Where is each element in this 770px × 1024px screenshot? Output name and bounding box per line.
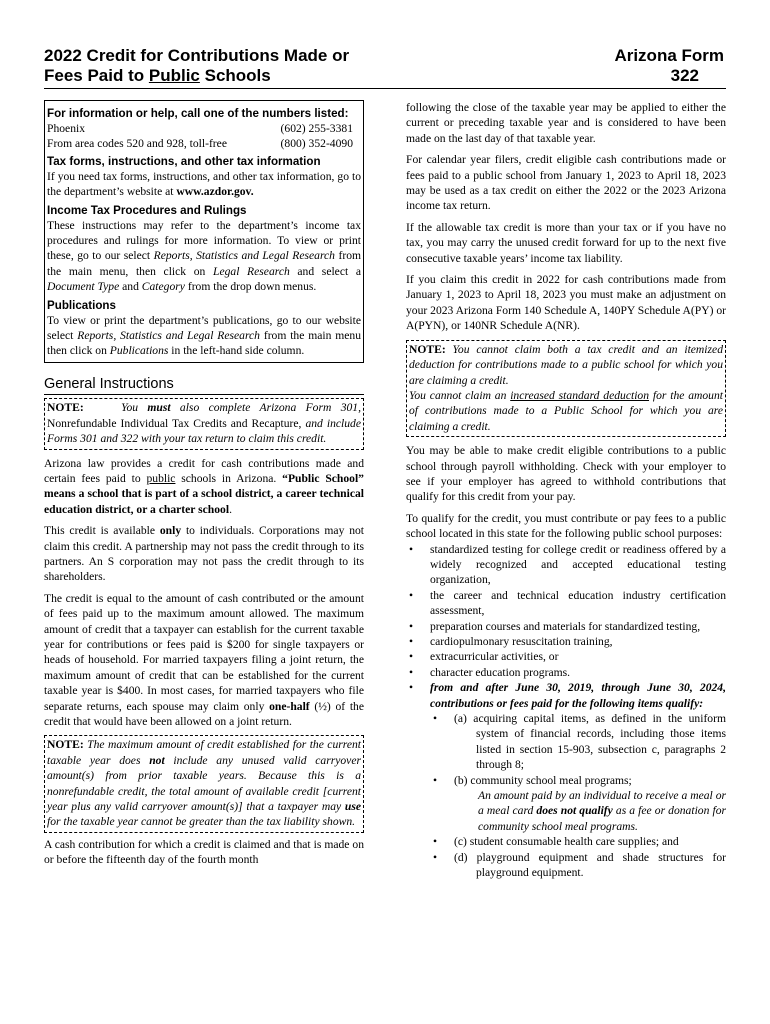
phone-number: (602) 255-3381 (280, 122, 353, 135)
legal-research-link[interactable]: Legal Research (213, 264, 290, 278)
note-text: also complete Arizona Form 301, (170, 401, 361, 415)
text: schools in Arizona. (175, 471, 283, 485)
pub-text-3: in the left-hand side column. (168, 344, 305, 358)
note-text: You (121, 401, 148, 415)
right-column (406, 100, 726, 881)
public-school-definition: “Public School” means a school that is part of a school district, a career technical education district, or a charter school (44, 471, 364, 516)
paragraph-cash-contribution: A cash contribution for which a credit is claimed and that is made on or before the fifteenth day of the fourth month (44, 837, 364, 867)
reports-link[interactable]: Reports, Statistics and Legal Research (153, 249, 335, 263)
itpr-text (47, 218, 361, 295)
list-item: • extracurricular activities, or (406, 649, 726, 664)
paragraph-adjustment: If you claim this credit in 2022 for cash contributions made from January 1, 2023 to April 18, 2023 you must make an adjustment on your 2023 Arizona Form 140 Schedule A, 140PY Schedule A(PY) or A(PYN), or 140NR Schedule A(NR). (406, 273, 726, 333)
paragraph-following-close: following the close of the taxable year may be applied to either the current or preceding taxable year and is considered to have been made on the last day of that taxable year. (406, 101, 726, 145)
text: (½) of the credit that would have been allowed on a joint return. (44, 699, 364, 728)
sublist-item (430, 834, 726, 849)
note-underlined: increased standard deduction (510, 388, 650, 402)
phone-label: From area codes 520 and 928, toll-free (47, 137, 227, 151)
publications-link[interactable]: Publications (109, 344, 169, 358)
paragraph-calendar-year: For calendar year filers, credit eligible cash contributions made or fees paid to a public school from January 1, 2023 to April 18, 2023 may be used as a tax credit on either the 2022 or the 2023 Arizona income tax return. (406, 153, 726, 213)
title-underlined-word: Public (148, 66, 200, 85)
paragraph-individuals-only (44, 523, 364, 585)
spacer (44, 363, 364, 377)
note-emphasis: must (147, 401, 171, 415)
meal-emphasis: does not qualify (536, 804, 613, 818)
sublist-text: • (a) acquiring capital items, as defined in the uniform system of financial records, including those items listed in section 15-903, subsection c, paragraphs 2 through 8; (454, 712, 726, 772)
pub-text-2: from the main menu then click on (47, 329, 362, 358)
itpr-text-2: from the main menu, then click on (47, 249, 362, 278)
text: This credit is available (44, 524, 160, 538)
text: The credit is equal to the amount of cash contributed or the amount of fees paid up to the maximum amount allowed. The maximum amount of credit that a taxpayer can establish for the current taxable year for contributions or fees paid is $200 for single taxpayers or heads of household. For married taxpayers filing a joint return, the maximum amount of credit that can be established for the current taxable year is $400. In most cases, for married taxpayers who file separate returns, each spouse may claim only (44, 591, 364, 713)
publications-text (47, 313, 361, 359)
form-title-line-1: 2022 Credit for Contributions Made or (44, 46, 350, 65)
form-title (44, 46, 424, 86)
tax-forms-text (47, 169, 361, 200)
note-label: NOTE: (47, 738, 84, 752)
text: Arizona law provides a credit for cash contributions made and certain fees paid to (44, 456, 364, 485)
pub-reports-link[interactable]: Reports, Statistics and Legal Research (77, 329, 260, 343)
tax-forms-text-body: If you need tax forms, instructions, and other tax information, go to the department’s website at (47, 169, 361, 199)
sublist-item (430, 773, 726, 835)
note-text: The maximum amount of credit established for the current taxable year does (47, 738, 361, 767)
document-type-ref: Document Type (47, 280, 120, 294)
header-rule (44, 88, 726, 89)
text: to individuals. Corporations may not claim this credit. A partnership may not pass the credit through to its partners. An S corporation may not pass the credit through to its shareholders. (44, 524, 365, 584)
note-text: for the amount of contributions made to a Public School for which you are claiming a credit. (409, 388, 723, 433)
tax-forms-heading: Tax forms, instructions, and other tax information (47, 154, 321, 168)
underlined-word: public (146, 471, 176, 485)
phone-number: (800) 352-4090 (280, 137, 353, 151)
purposes-list (406, 542, 726, 881)
note-emphasis: not (149, 753, 165, 767)
emphasis: only (159, 524, 182, 538)
list-item: • cardiopulmonary resuscitation training, (406, 634, 726, 649)
website-link[interactable]: www.azdor.gov. (176, 185, 254, 199)
form-label: Arizona Form (614, 46, 724, 65)
form-number (524, 46, 724, 86)
sublist-item (430, 850, 726, 881)
sublist-text: • (b) community school meal programs; (454, 773, 632, 787)
paragraph-arizona-law (44, 456, 364, 518)
note-label: NOTE: (47, 401, 84, 415)
note-text: and include Forms 301 and 322 with your tax return to claim this credit. (47, 416, 361, 446)
sublist-text: • (d) playground equipment and shade structures for playground equipment. (454, 850, 726, 880)
category-ref: Category (141, 280, 185, 294)
phone-label: Phoenix (47, 122, 86, 135)
note-box-2 (44, 735, 364, 832)
list-item: • character education programs. (406, 665, 726, 680)
note-3-part-2 (409, 388, 723, 434)
note-emphasis: use (344, 800, 361, 814)
info-box (44, 100, 364, 363)
note-form-title: Nonrefundable Individual Tax Credits and Recapture, (47, 416, 302, 430)
sublist-item (430, 711, 726, 773)
publications-heading: Publications (47, 298, 116, 312)
phone-line-phoenix (47, 121, 361, 136)
list-item: • standardized testing for college credit or readiness offered by a widely recognized and accepted educational testing organization, (406, 542, 726, 588)
note-text: You cannot claim both a tax credit and an itemized deduction for contributions made to a public school for which you are claiming a credit. (409, 342, 723, 387)
note-text: include any unused valid carryover amount(s) from prior taxable years. Because this is a nonrefundable credit, the total amount of available credit [current year plus any valid carryover amount(s)] that a taxpayer may (47, 753, 361, 814)
sublist-text: • (c) student consumable health care supplies; and (454, 835, 679, 849)
text: . (229, 502, 232, 516)
paragraph-payroll: You may be able to make credit eligible contributions to a public school through payroll withholding. Check with your employer to see if your employer has agreed to withhold contributions that qualify for this credit from your pay. (406, 444, 726, 504)
note-3-part-1 (409, 342, 723, 388)
title-text: Fees Paid to (44, 66, 149, 85)
itpr-text-4: and (119, 280, 142, 294)
paragraph-carry-forward: If the allowable tax credit is more than your tax or if you have no tax, you may carry the unused credit forward for up to the next five consecutive taxable years’ income tax liability. (406, 220, 726, 265)
note-label: NOTE: (409, 342, 446, 356)
form-title-line-2 (44, 66, 424, 86)
note-text: You cannot claim an (409, 388, 511, 402)
list-item: • preparation courses and materials for standardized testing, (406, 619, 726, 634)
general-instructions-heading: General Instructions (44, 377, 364, 395)
itpr-heading: Income Tax Procedures and Rulings (47, 203, 247, 217)
pub-text-1: To view or print the department’s publications, go to our website select (47, 313, 361, 343)
itpr-text-5: from the drop down menus. (184, 280, 317, 294)
note-text: for the taxable year cannot be greater than the tax liability shown. (47, 815, 356, 829)
paragraph-credit-amount (44, 591, 364, 730)
emphasis: one-half (269, 699, 310, 713)
meal-text: An amount paid by an individual to receive a meal or a meal card (478, 789, 726, 818)
phone-line-tollfree (47, 136, 361, 151)
paragraph-qualify: To qualify for the credit, you must contribute or pay fees to a public school located in this state for the following public school purposes: (406, 511, 726, 541)
meal-note (454, 788, 726, 834)
left-column (44, 100, 364, 874)
info-heading: For information or help, call one of the numbers listed: (47, 107, 349, 120)
list-item-capital (406, 680, 726, 880)
capital-items-heading: • from and after June 30, 2019, through June 30, 2024, contributions or fees paid for the following items qualify: (430, 681, 726, 710)
form-number-value: 322 (670, 66, 699, 85)
note-box-1 (44, 398, 364, 449)
note-box-3 (406, 340, 726, 437)
title-text-end: Schools (199, 66, 271, 85)
meal-text: as a fee or donation for community school meal programs. (478, 804, 727, 833)
itpr-text-1: These instructions may refer to the department’s income tax procedures and rulings for more information. To view or print these, go to our select (47, 218, 361, 263)
list-item: • the career and technical education industry certification assessment, (406, 588, 726, 619)
capital-items-sublist (430, 711, 726, 880)
itpr-text-3: and select a (289, 264, 361, 278)
